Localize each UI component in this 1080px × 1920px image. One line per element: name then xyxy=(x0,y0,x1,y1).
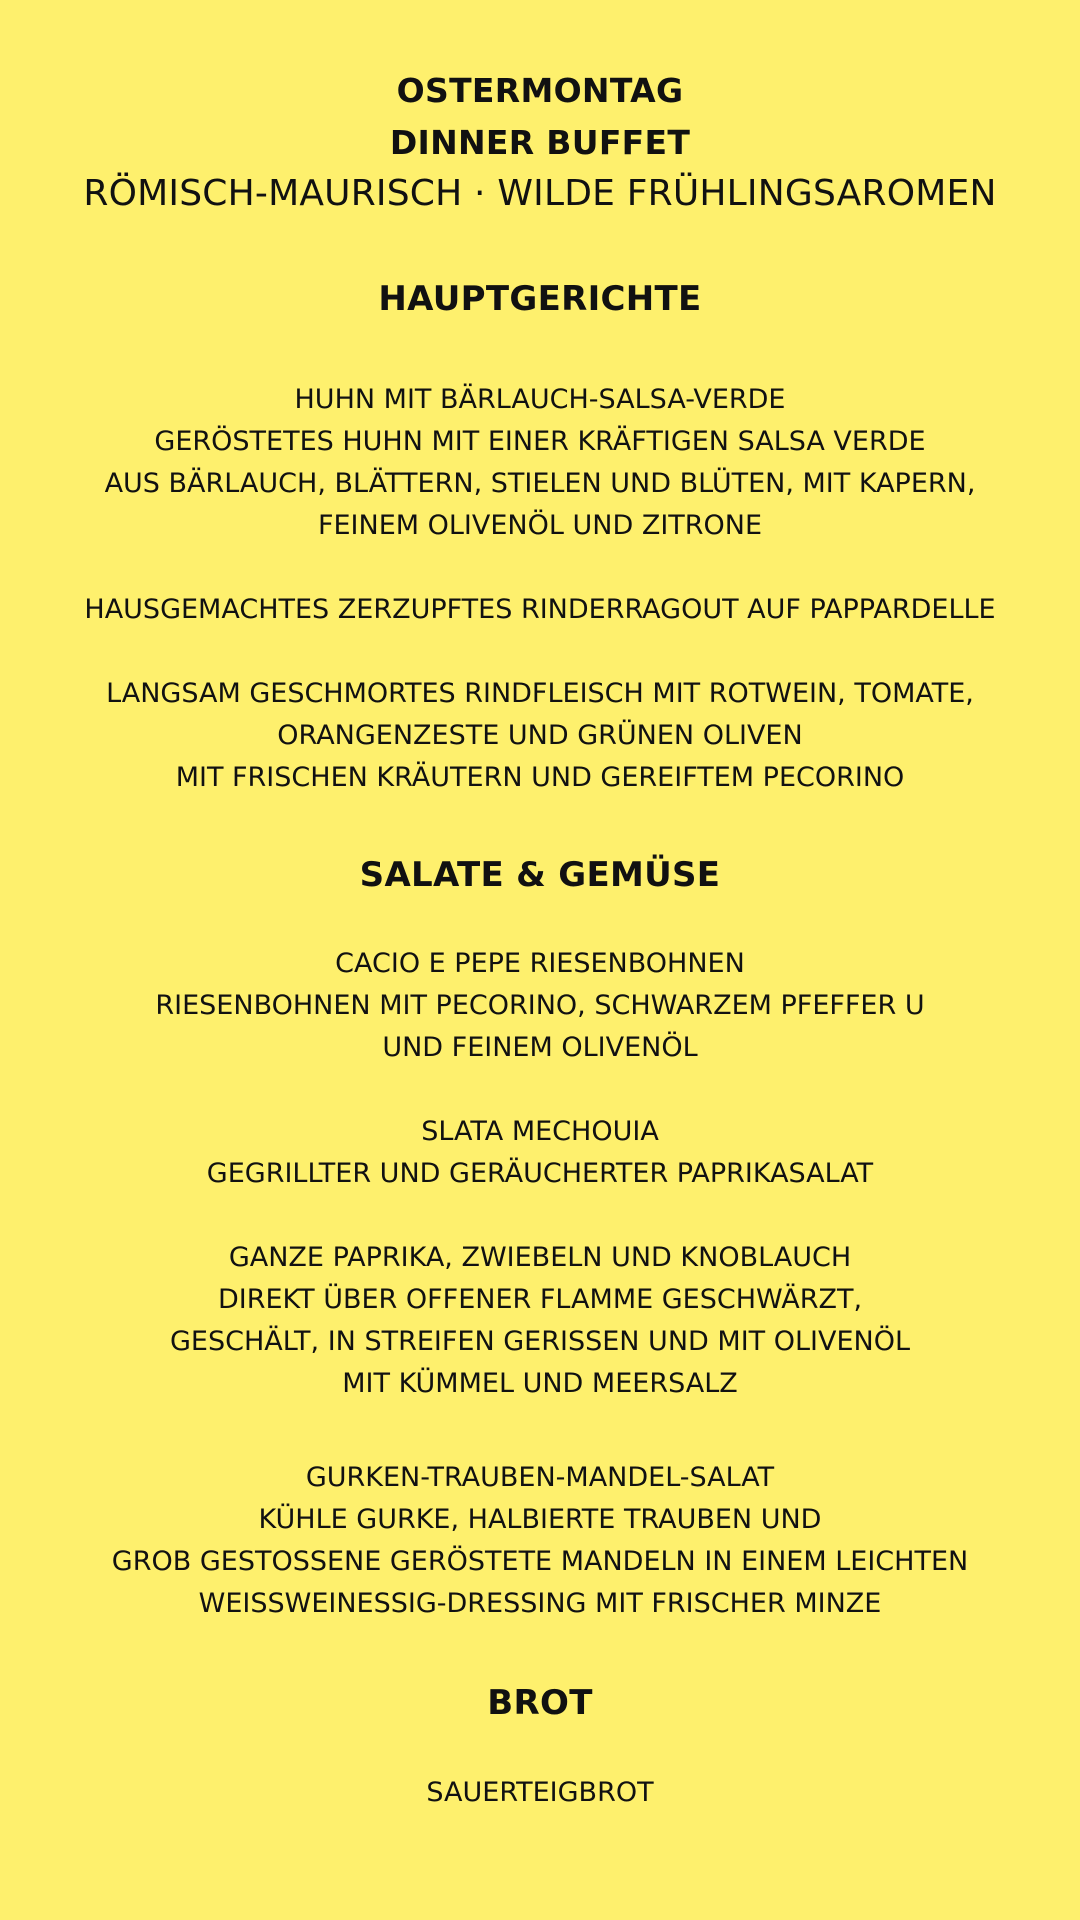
dish-description: KÜHLE GURKE, HALBIERTE TRAUBEN UND xyxy=(258,1504,822,1535)
dish-name: SLATA MECHOUIA xyxy=(421,1116,659,1147)
section-heading-hauptgerichte: HAUPTGERICHTE xyxy=(378,279,702,319)
dish-description: LANGSAM GESCHMORTES RINDFLEISCH MIT ROTWEIN, TOMATE, xyxy=(106,678,974,709)
dish-description: RIESENBOHNEN MIT PECORINO, SCHWARZEM PFEFFER U xyxy=(155,990,925,1021)
dish-description: AUS BÄRLAUCH, BLÄTTERN, STIELEN UND BLÜTEN, MIT KAPERN, xyxy=(104,468,976,499)
dish-description: WEISSWEINESSIG-DRESSING MIT FRISCHER MINZE xyxy=(198,1588,882,1619)
dish-description: UND FEINEM OLIVENÖL xyxy=(382,1032,698,1063)
dish-description: GESCHÄLT, IN STREIFEN GERISSEN UND MIT OLIVENÖL xyxy=(169,1326,911,1357)
dish-description: ORANGENZESTE UND GRÜNEN OLIVEN xyxy=(277,720,803,751)
dish-name: HAUSGEMACHTES ZERZUPFTES RINDERRAGOUT AUF PAPPARDELLE xyxy=(84,594,996,625)
menu-title-event: DINNER BUFFET xyxy=(389,123,691,162)
dish-name: HUHN MIT BÄRLAUCH-SALSA-VERDE xyxy=(294,384,786,415)
dish-description: MIT KÜMMEL UND MEERSALZ xyxy=(342,1368,738,1399)
dish-name: SAUERTEIGBROT xyxy=(426,1777,654,1808)
dish-name: GURKEN-TRAUBEN-MANDEL-SALAT xyxy=(305,1462,775,1493)
dish-description: GERÖSTETES HUHN MIT EINER KRÄFTIGEN SALSA VERDE xyxy=(154,426,926,457)
section-heading-brot: BROT xyxy=(487,1683,593,1723)
dish-description: MIT FRISCHEN KRÄUTERN UND GEREIFTEM PECORINO xyxy=(175,762,905,793)
dish-description: GANZE PAPRIKA, ZWIEBELN UND KNOBLAUCH xyxy=(228,1242,852,1273)
menu-title-day: OSTERMONTAG xyxy=(396,71,684,110)
menu-subtitle: RÖMISCH-MAURISCH · WILDE FRÜHLINGSAROMEN xyxy=(83,173,997,214)
dish-description: GEGRILLTER UND GERÄUCHERTER PAPRIKASALAT xyxy=(206,1158,874,1189)
dish-description: GROB GESTOSSENE GERÖSTETE MANDELN IN EINEM LEICHTEN xyxy=(111,1546,969,1577)
dish-name: CACIO E PEPE RIESENBOHNEN xyxy=(335,948,745,979)
dish-description: FEINEM OLIVENÖL UND ZITRONE xyxy=(317,510,763,541)
section-heading-salate-gemuese: SALATE & GEMÜSE xyxy=(359,855,721,895)
dish-description: DIREKT ÜBER OFFENER FLAMME GESCHWÄRZT, xyxy=(217,1284,863,1315)
